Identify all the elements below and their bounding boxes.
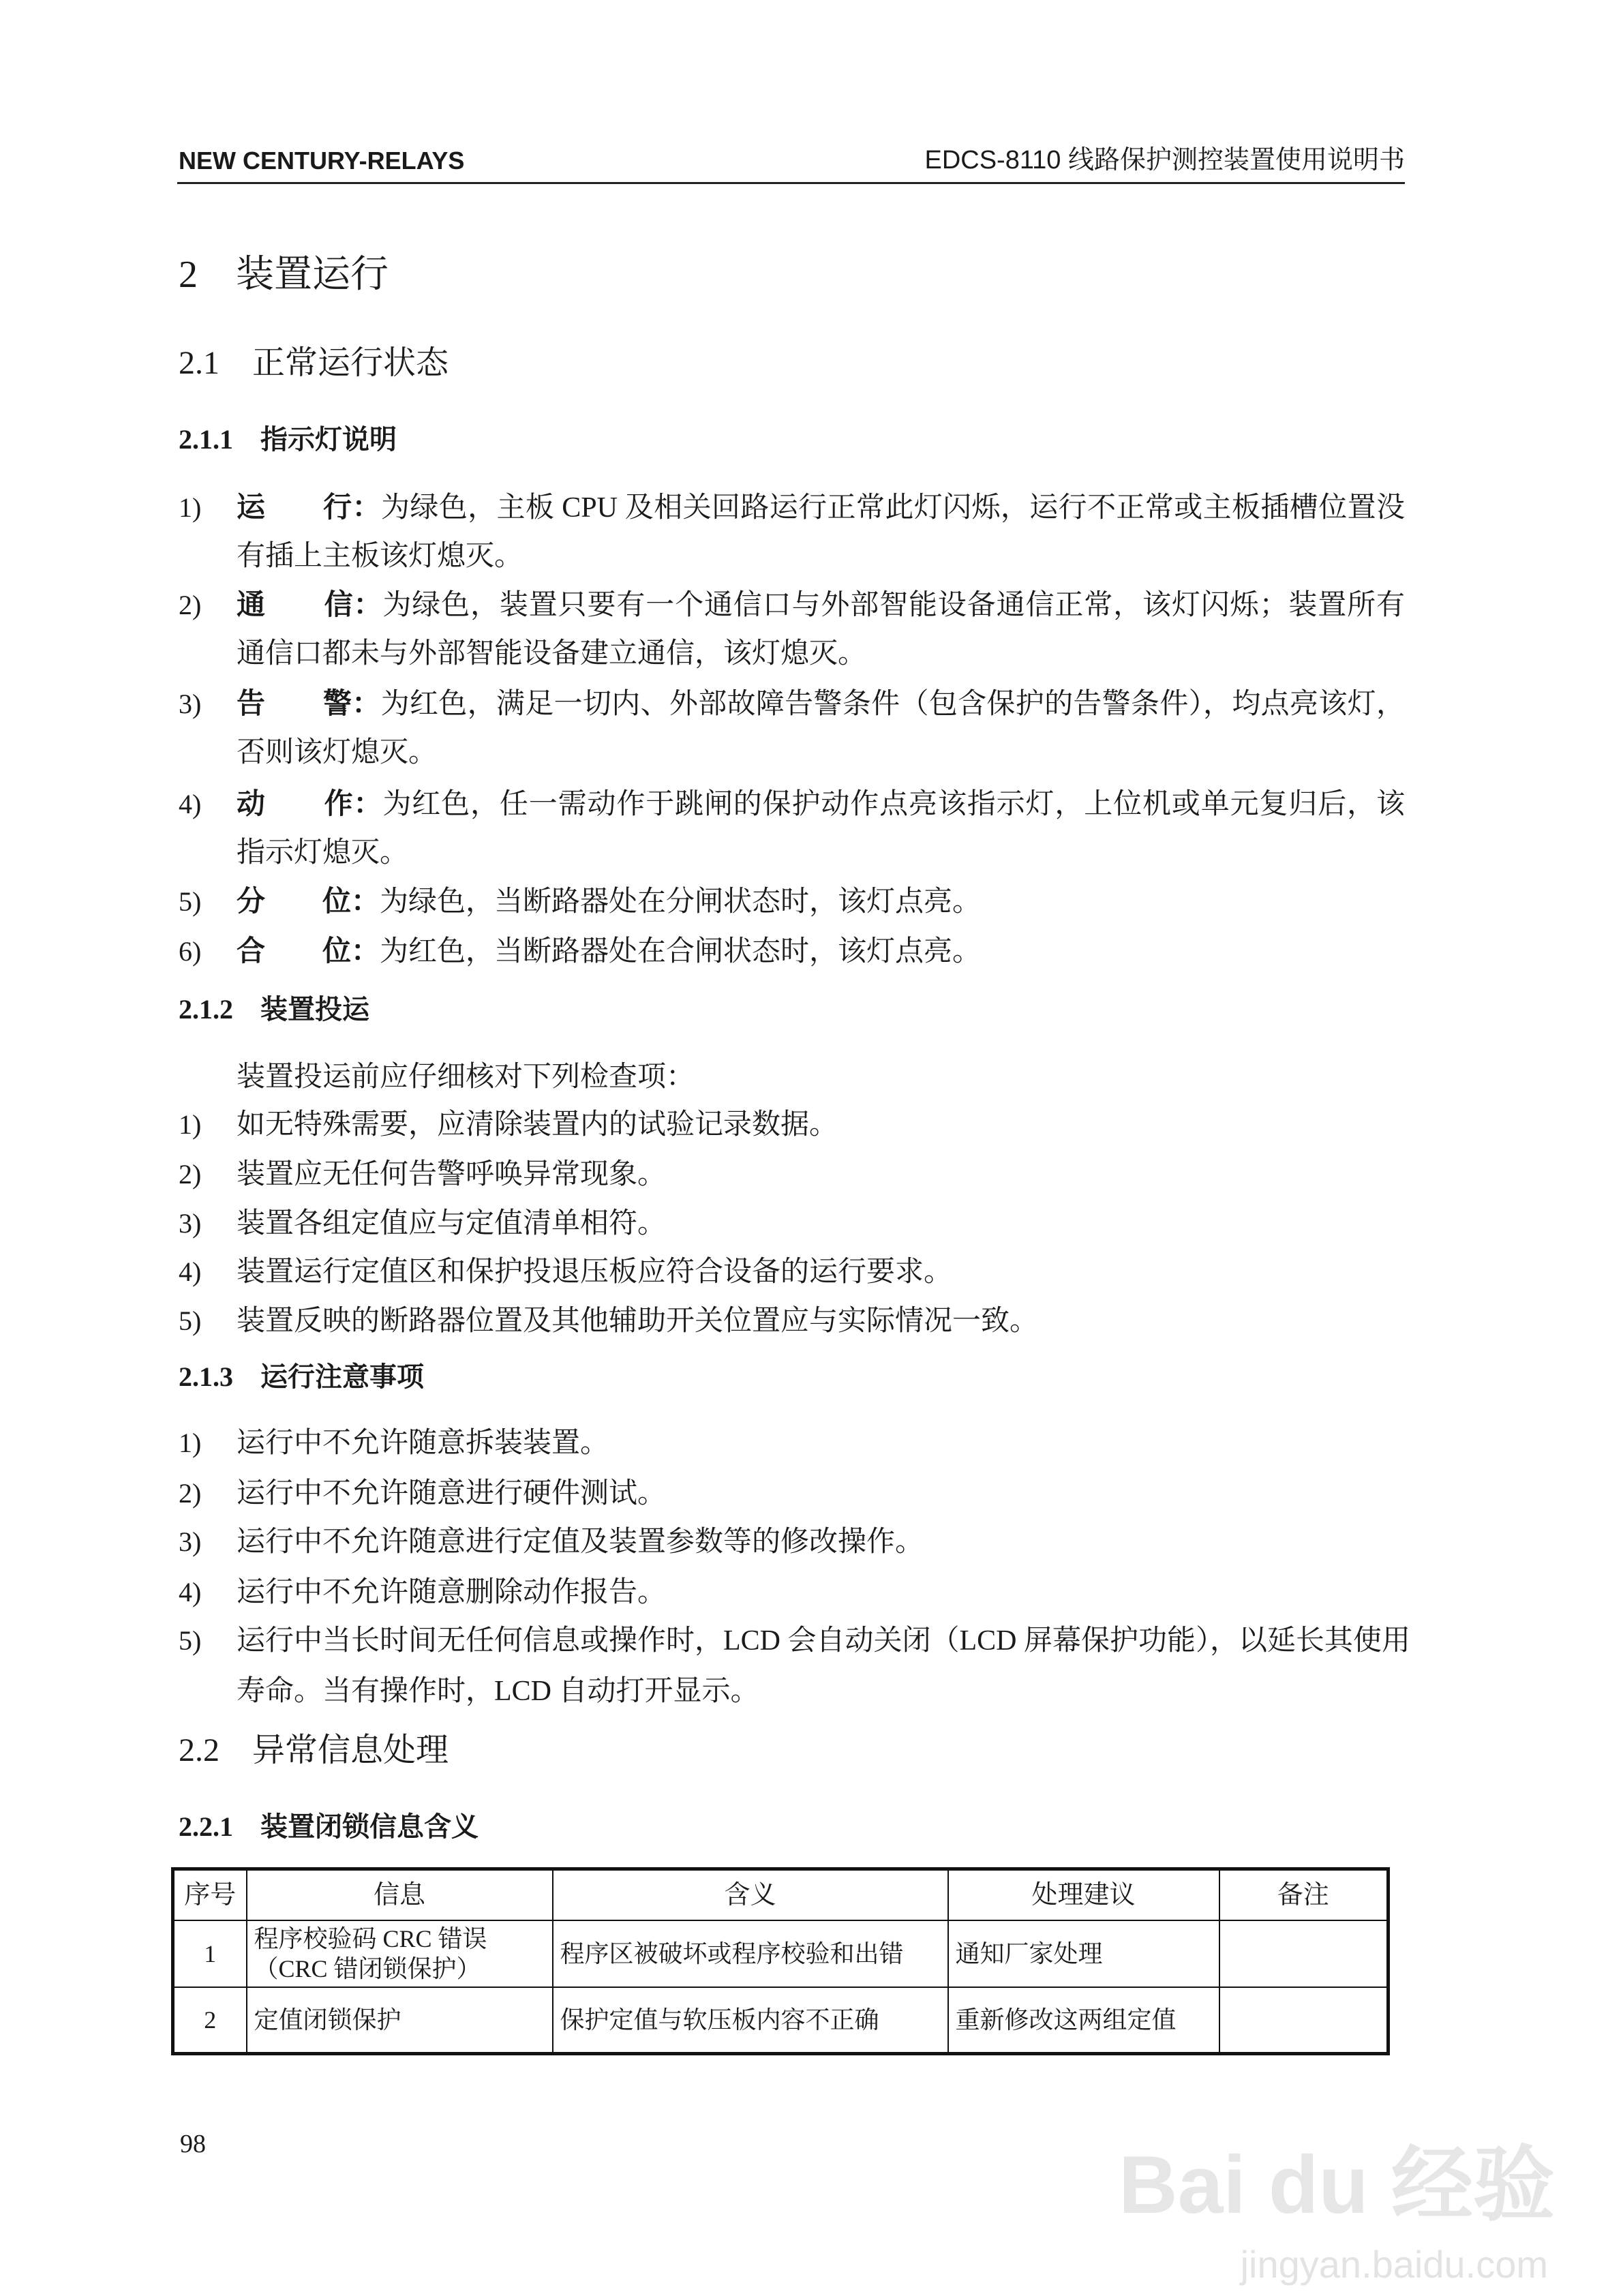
list-number: 1) [179,1109,202,1140]
list-number: 1) [179,1428,202,1458]
item-text: 为红色，任一需动作于跳闸的保护动作点亮该指示灯，上位机或单元复归后，该 [382,789,1405,820]
item-text: 为绿色，主板 CPU 及相关回路运行正常此灯闪烁，运行不正常或主板插槽位置没 [380,492,1405,524]
table-row [173,1987,1389,2054]
list-item: 装置应无任何告警呼唤异常现象。 [237,1159,667,1190]
list-item [237,680,1405,729]
list-number: 5) [179,1305,202,1336]
header-document-title: EDCS-8110 线路保护测控装置使用说明书 [924,146,1405,175]
section-2-2-1-title: 2.2.1 装置闭锁信息含义 [179,1811,479,1842]
table-header-row [173,1869,1389,1921]
section-2-2-title: 2.2 异常信息处理 [179,1732,449,1768]
list-number: 3) [179,1526,202,1557]
item-label: 动 作： [237,789,383,820]
list-number: 4) [179,1256,202,1287]
column-header: 含义 [553,1869,948,1921]
list-number: 5) [179,886,202,917]
chapter-title: 2 装置运行 [179,254,389,296]
header-company: NEW CENTURY-RELAYS [179,147,465,175]
item-label: 分 位： [237,886,380,918]
list-item: 装置各组定值应与定值清单相符。 [237,1208,667,1239]
item-label: 合 位： [237,936,380,967]
list-number: 5) [179,1625,202,1656]
list-number: 4) [179,1577,202,1607]
table-cell: 重新修改这两组定值 [948,1987,1219,2054]
list-number: 2) [179,590,202,620]
list-item [237,780,1405,829]
baidu-watermark-url: jingyan.baidu.com [1240,2243,1548,2286]
list-item-continuation: 指示灯熄灭。 [237,837,409,868]
item-text: 为绿色，装置只要有一个通信口与外部智能设备通信正常，该灯闪烁；装置所有 [382,590,1405,621]
page-number: 98 [180,2130,206,2158]
item-text: 为红色，满足一切内、外部故障告警条件（包含保护的告警条件），均点亮该灯， [380,689,1405,720]
list-item: 如无特殊需要，应清除装置内的试验记录数据。 [237,1109,838,1141]
header-divider [177,182,1405,184]
list-item-continuation: 否则该灯熄灭。 [237,737,438,768]
section-2-1-3-title: 2.1.3 运行注意事项 [179,1361,424,1392]
list-item-continuation: 通信口都未与外部智能设备建立通信，该灯熄灭。 [237,638,867,669]
list-item [237,927,981,976]
list-item: 装置反映的断路器位置及其他辅助开关位置应与实际情况一致。 [237,1305,1039,1337]
list-item: 运行中当长时间无任何信息或操作时，LCD 会自动关闭（LCD 屏幕保护功能），以延长其使用 [237,1625,1411,1657]
list-item: 运行中不允许随意进行定值及装置参数等的修改操作。 [237,1526,924,1558]
list-number: 3) [179,689,202,719]
column-header: 信息 [247,1869,553,1921]
table-cell: 1 [173,1920,247,1987]
section-2-1-2-title: 2.1.2 装置投运 [179,994,369,1025]
list-item: 运行中不允许随意进行硬件测试。 [237,1478,667,1509]
list-item-continuation: 寿命。当有操作时，LCD 自动打开显示。 [237,1676,759,1707]
column-header: 序号 [173,1869,247,1921]
table-cell: 程序校验码 CRC 错误（CRC 错闭锁保护） [247,1920,553,1987]
section-2-1-title: 2.1 正常运行状态 [179,345,449,381]
section-2-1-1-title: 2.1.1 指示灯说明 [179,424,397,455]
list-number: 6) [179,936,202,967]
list-number: 2) [179,1478,202,1509]
table-cell: 定值闭锁保护 [247,1987,553,2054]
table-row [173,1920,1389,1987]
list-number: 2) [179,1159,202,1190]
paragraph: 装置投运前应仔细核对下列检查项： [237,1061,695,1093]
list-number: 3) [179,1208,202,1239]
table-cell: 通知厂家处理 [948,1920,1219,1987]
list-number: 4) [179,789,202,819]
table-cell [1219,1920,1389,1987]
list-item: 装置运行定值区和保护投退压板应符合设备的运行要求。 [237,1256,953,1288]
item-text: 为红色，当断路器处在合闸状态时，该灯点亮。 [380,936,982,967]
item-label: 通 信： [237,590,383,621]
table-cell: 2 [173,1987,247,2054]
list-item-continuation: 有插上主板该灯熄灭。 [237,541,524,572]
list-item [237,877,981,926]
list-item [237,581,1405,630]
list-number: 1) [179,492,202,523]
list-item: 运行中不允许随意删除动作报告。 [237,1577,667,1608]
column-header: 处理建议 [948,1869,1219,1921]
list-item [237,483,1405,532]
column-header: 备注 [1219,1869,1389,1921]
table-cell: 保护定值与软压板内容不正确 [553,1987,948,2054]
table-cell [1219,1987,1389,2054]
lockout-info-table [171,1867,1390,2055]
item-label: 告 警： [237,689,381,720]
list-item: 运行中不允许随意拆装装置。 [237,1428,609,1459]
baidu-watermark-logo: Bai du 经验 [1118,2139,1555,2231]
item-text: 为绿色，当断路器处在分闸状态时，该灯点亮。 [380,886,982,918]
item-label: 运 行： [237,492,381,524]
table-cell: 程序区被破坏或程序校验和出错 [553,1920,948,1987]
